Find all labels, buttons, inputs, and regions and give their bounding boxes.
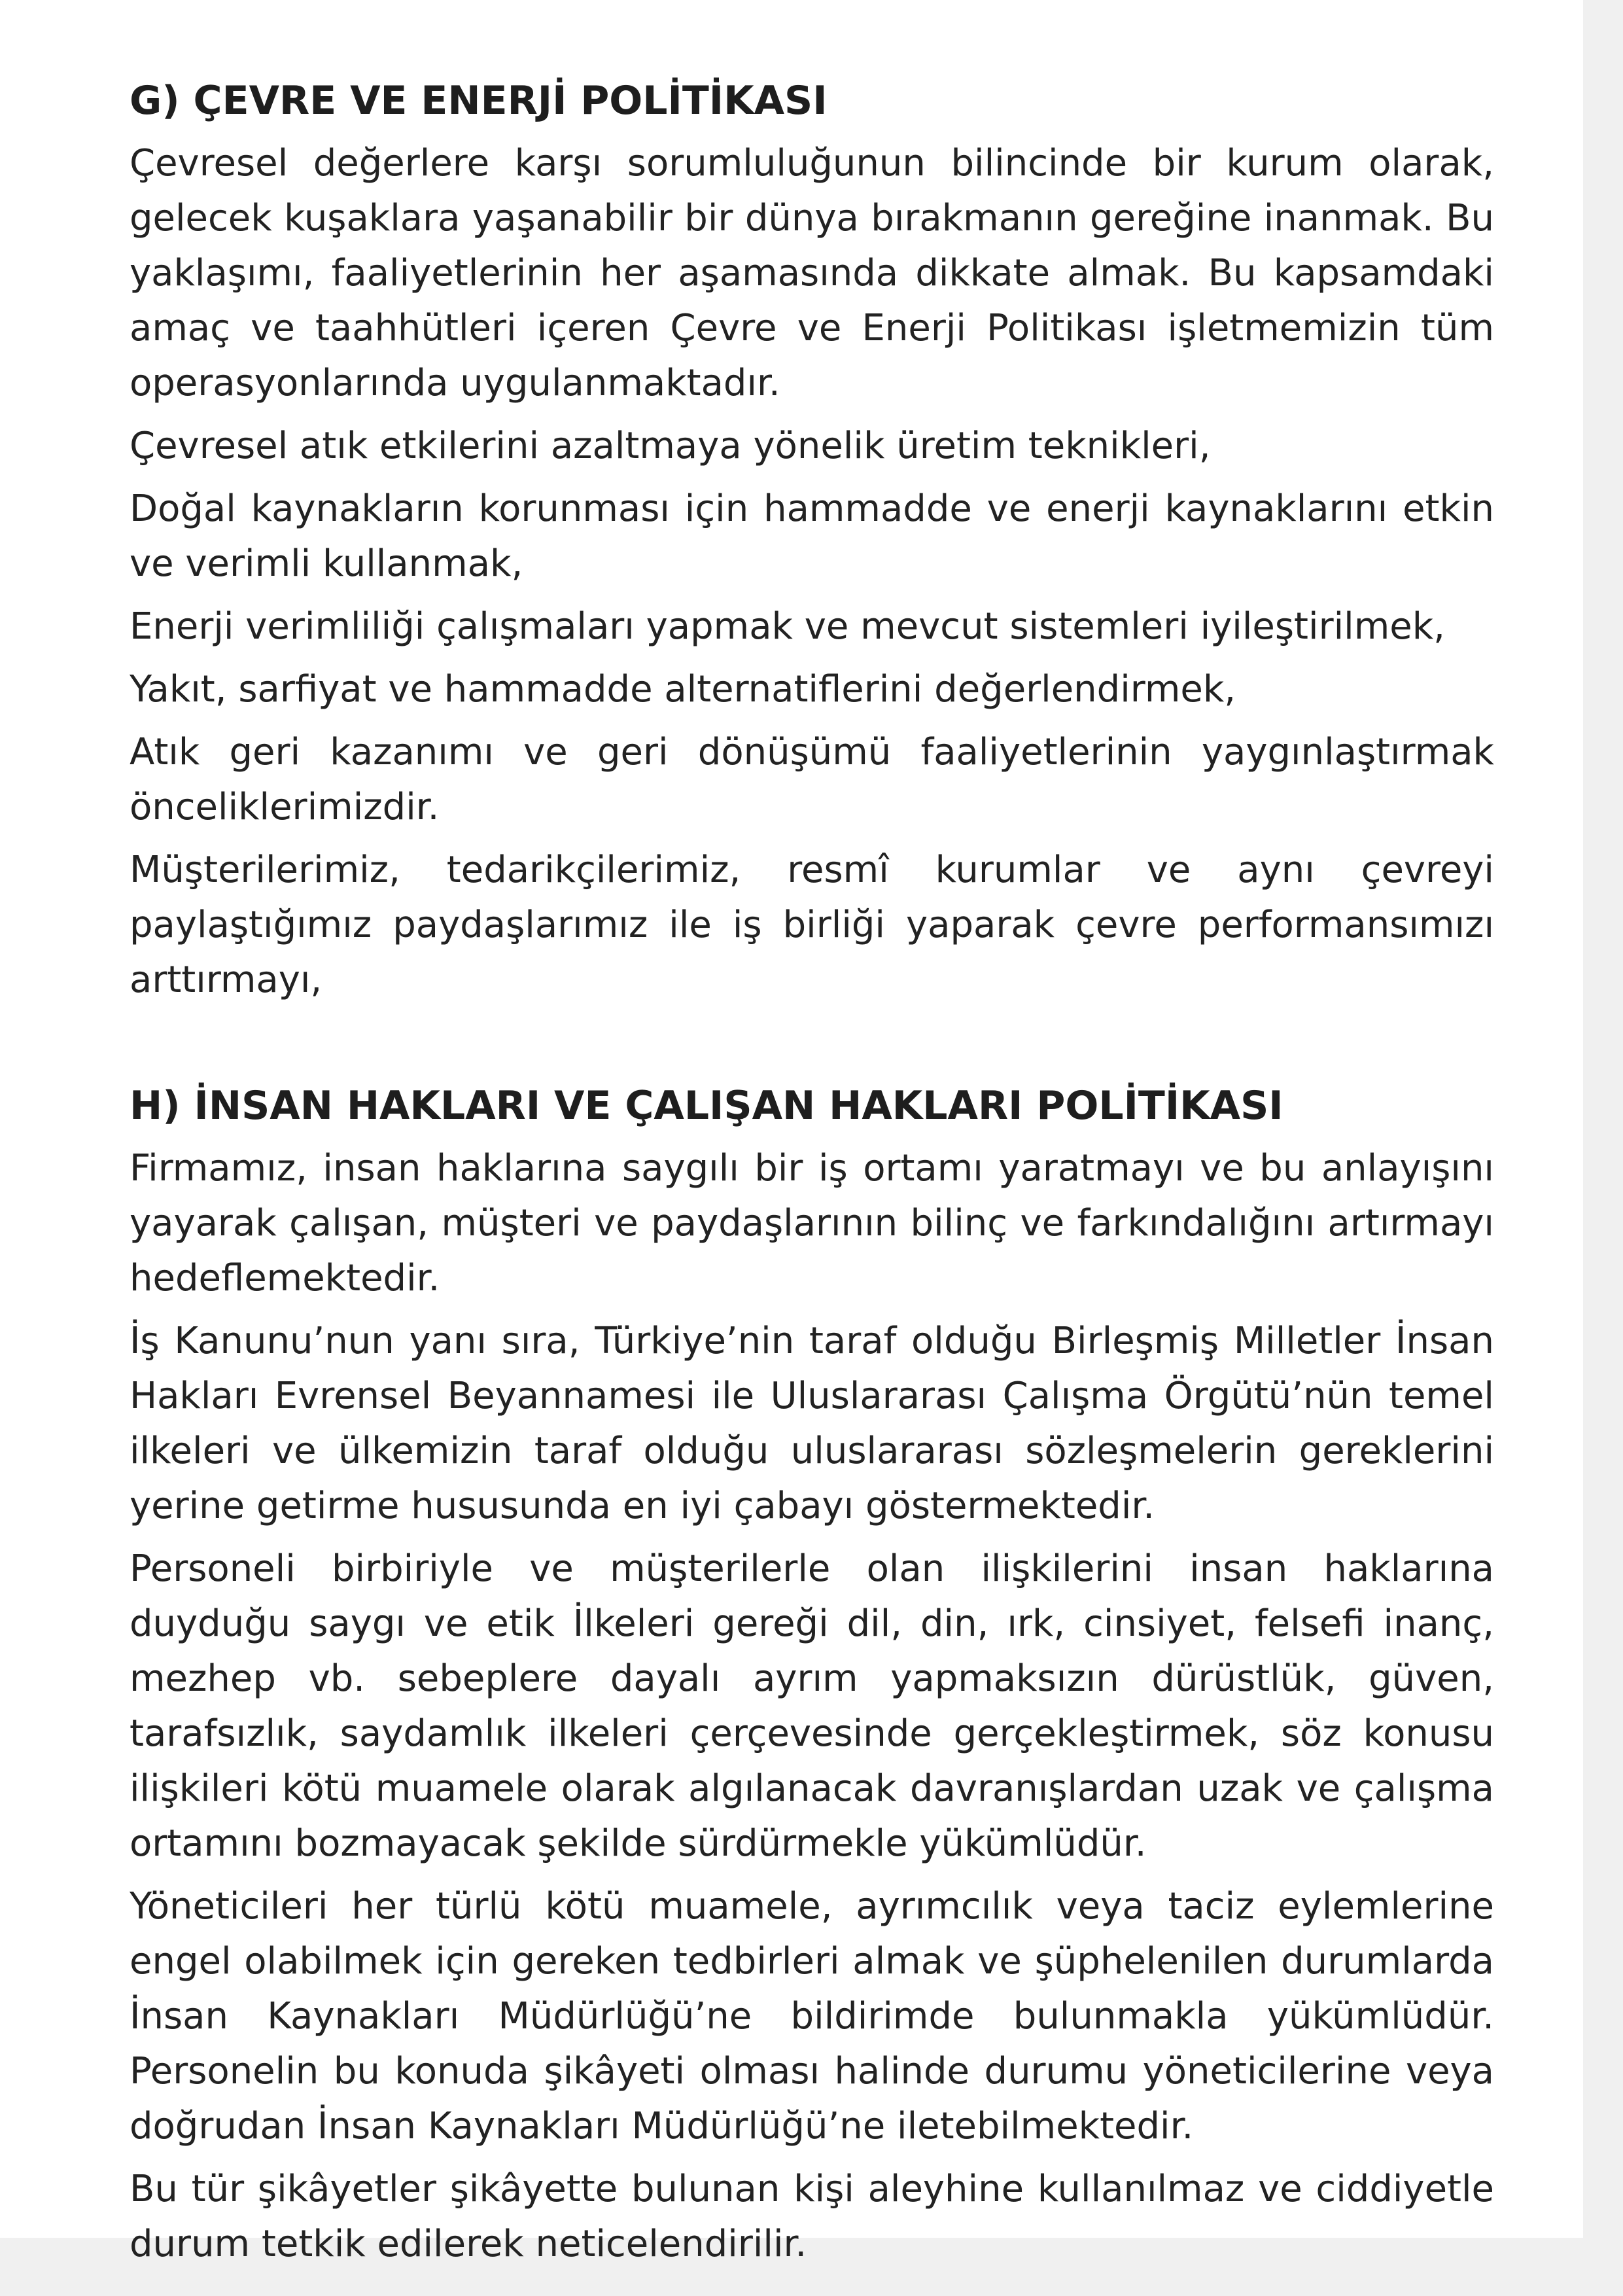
section-heading: G) ÇEVRE VE ENERJİ POLİTİKASI (130, 78, 828, 124)
paragraph: Çevresel değerlere karşı sorumluluğunun bilincinde bir kurum olarak, gelecek kuşaklara yaşanabilir bir dünya bırakmanın gereğine inanmak. Bu yaklaşımı, faaliyetlerinin her aşamasında dikkate almak. Bu kapsamdaki amaç ve taahhütleri içeren Çevre ve Enerji Politikası işletmemizin tüm operasyonlarında uygulanmaktadır. (130, 142, 1494, 404)
section-spacer (130, 1016, 1494, 1078)
section-heading: H) İNSAN HAKLARI VE ÇALIŞAN HAKLARI POLİTİKASI (130, 1083, 1283, 1129)
paragraph: Çevresel atık etkilerini azaltmaya yönelik üretim teknikleri, (130, 425, 1211, 467)
document-content (130, 73, 1494, 2280)
paragraph: Personeli birbiriyle ve müşterilerle olan ilişkilerini insan haklarına duyduğu saygı ve etik İlkeleri gereği dil, din, ırk, cinsiyet, felsefi inanç, mezhep vb. sebeplere dayalı ayrım yapmaksızın dürüstlük, güven, tarafsızlık, saydamlık ilkeleri çerçevesinde gerçekleştirmek, söz konusu ilişkileri kötü muamele olarak algılanacak davranışlardan uzak ve çalışma ortamını bozmayacak şekilde sürdürmekle yükümlüdür. (130, 1547, 1494, 1865)
paragraph: Müşterilerimiz, tedarikçilerimiz, resmî kurumlar ve aynı çevreyi paylaştığımız paydaşlarımız ile iş birliği yaparak çevre performansımızı arttırmayı, (130, 849, 1494, 1001)
section-human-rights-policy (130, 1078, 1494, 2272)
paragraph: Doğal kaynakların korunması için hammadde ve enerji kaynaklarını etkin ve verimli kullanmak, (130, 487, 1494, 585)
section-environment-energy-policy (130, 73, 1494, 1008)
paragraph: Yakıt, sarfiyat ve hammadde alternatiflerini değerlendirmek, (130, 668, 1236, 711)
paragraph: Yöneticileri her türlü kötü muamele, ayrımcılık veya taciz eylemlerine engel olabilmek için gereken tedbirleri almak ve şüphelenilen durumlarda İnsan Kaynakları Müdürlüğü’ne bildirimde bulunmakla yükümlüdür. Personelin bu konuda şikâyeti olması halinde durumu yöneticilerine veya doğrudan İnsan Kaynakları Müdürlüğü’ne iletebilmektedir. (130, 1885, 1494, 2147)
paragraph: Enerji verimliliği çalışmaları yapmak ve mevcut sistemleri iyileştirilmek, (130, 605, 1445, 648)
paragraph: Atık geri kazanımı ve geri dönüşümü faaliyetlerinin yaygınlaştırmak önceliklerimizdir. (130, 731, 1494, 828)
paragraph: Bu tür şikâyetler şikâyette bulunan kişi aleyhine kullanılmaz ve ciddiyetle durum tetkik edilerek neticelendirilir. (130, 2168, 1494, 2265)
paragraph: İş Kanunu’nun yanı sıra, Türkiye’nin taraf olduğu Birleşmiş Milletler İnsan Hakları Evrensel Beyannamesi ile Uluslararası Çalışma Örgütü’nün temel ilkeleri ve ülkemizin taraf olduğu uluslararası sözleşmelerin gereklerini yerine getirme hususunda en iyi çabayı göstermektedir. (130, 1320, 1494, 1527)
paragraph: Firmamız, insan haklarına saygılı bir iş ortamı yaratmayı ve bu anlayışını yayarak çalışan, müşteri ve paydaşlarının bilinç ve farkındalığını artırmayı hedeflemektedir. (130, 1147, 1494, 1299)
